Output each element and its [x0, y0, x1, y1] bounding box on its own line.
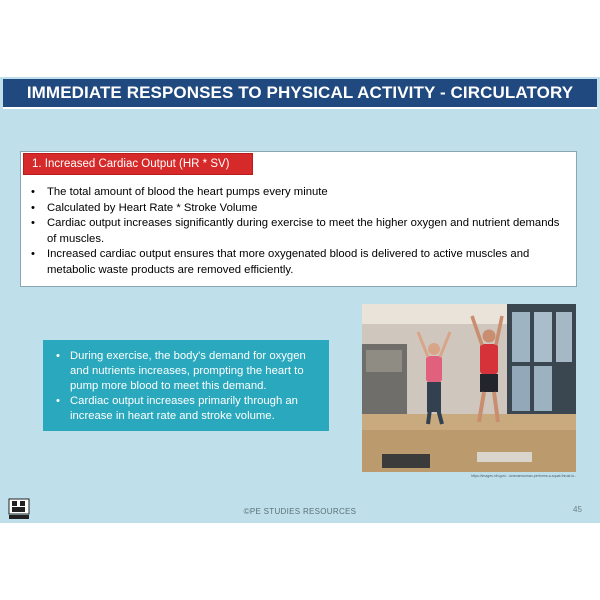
list-item: • During exercise, the body's demand for oxygen and nutrients increases, prompting the heart to pump more blood to meet this demand. — [56, 350, 306, 392]
slide — [0, 77, 600, 523]
slide-title: IMMEDIATE RESPONSES TO PHYSICAL ACTIVITY - CIRCULATORY — [26, 83, 574, 102]
list-item: • Calculated by Heart Rate * Stroke Volume — [31, 201, 258, 214]
footer-text: ©PE STUDIES RESOURCES — [243, 507, 357, 516]
list-item: • The total amount of blood the heart pumps every minute — [31, 186, 328, 198]
list-item: • Cardiac output increases primarily through an increase in heart rate and stroke volume. — [56, 395, 298, 422]
exercise-photo — [362, 304, 576, 472]
info-text: Cardiac output increases primarily through an increase in heart rate and stroke volume. — [70, 395, 298, 422]
bullet-text: Cardiac output increases significantly during exercise to meet the higher oxygen and nutrient demands of muscles. — [47, 217, 560, 245]
bullet-text: Calculated by Heart Rate * Stroke Volume — [47, 201, 258, 214]
page-number: 45 — [573, 505, 582, 514]
info-box — [43, 340, 329, 431]
photo-credit: https://images.nih.gov/.../womanwoman-performs-a-squat-thrust-ls.. — [471, 474, 576, 478]
list-item: • Increased cardiac output ensures that more oxygenated blood is delivered to active muscles and metabolic waste products are removed efficiently. — [31, 248, 530, 276]
list-item: • Cardiac output increases significantly during exercise to meet the higher oxygen and nutrient demands of muscles. — [31, 217, 560, 245]
title-bar — [3, 79, 597, 109]
bullet-list — [29, 185, 569, 278]
cardiac-output-box — [20, 151, 577, 287]
info-list — [53, 349, 319, 424]
bullet-text: The total amount of blood the heart pumps every minute — [47, 186, 328, 198]
bullet-text: Increased cardiac output ensures that more oxygenated blood is delivered to active muscles and metabolic waste products are removed efficiently. — [47, 248, 530, 276]
info-text: During exercise, the body's demand for oxygen and nutrients increases, prompting the heart to pump more blood to meet this demand. — [70, 350, 306, 392]
section-heading: 1. Increased Cardiac Output (HR * SV) — [23, 153, 253, 175]
